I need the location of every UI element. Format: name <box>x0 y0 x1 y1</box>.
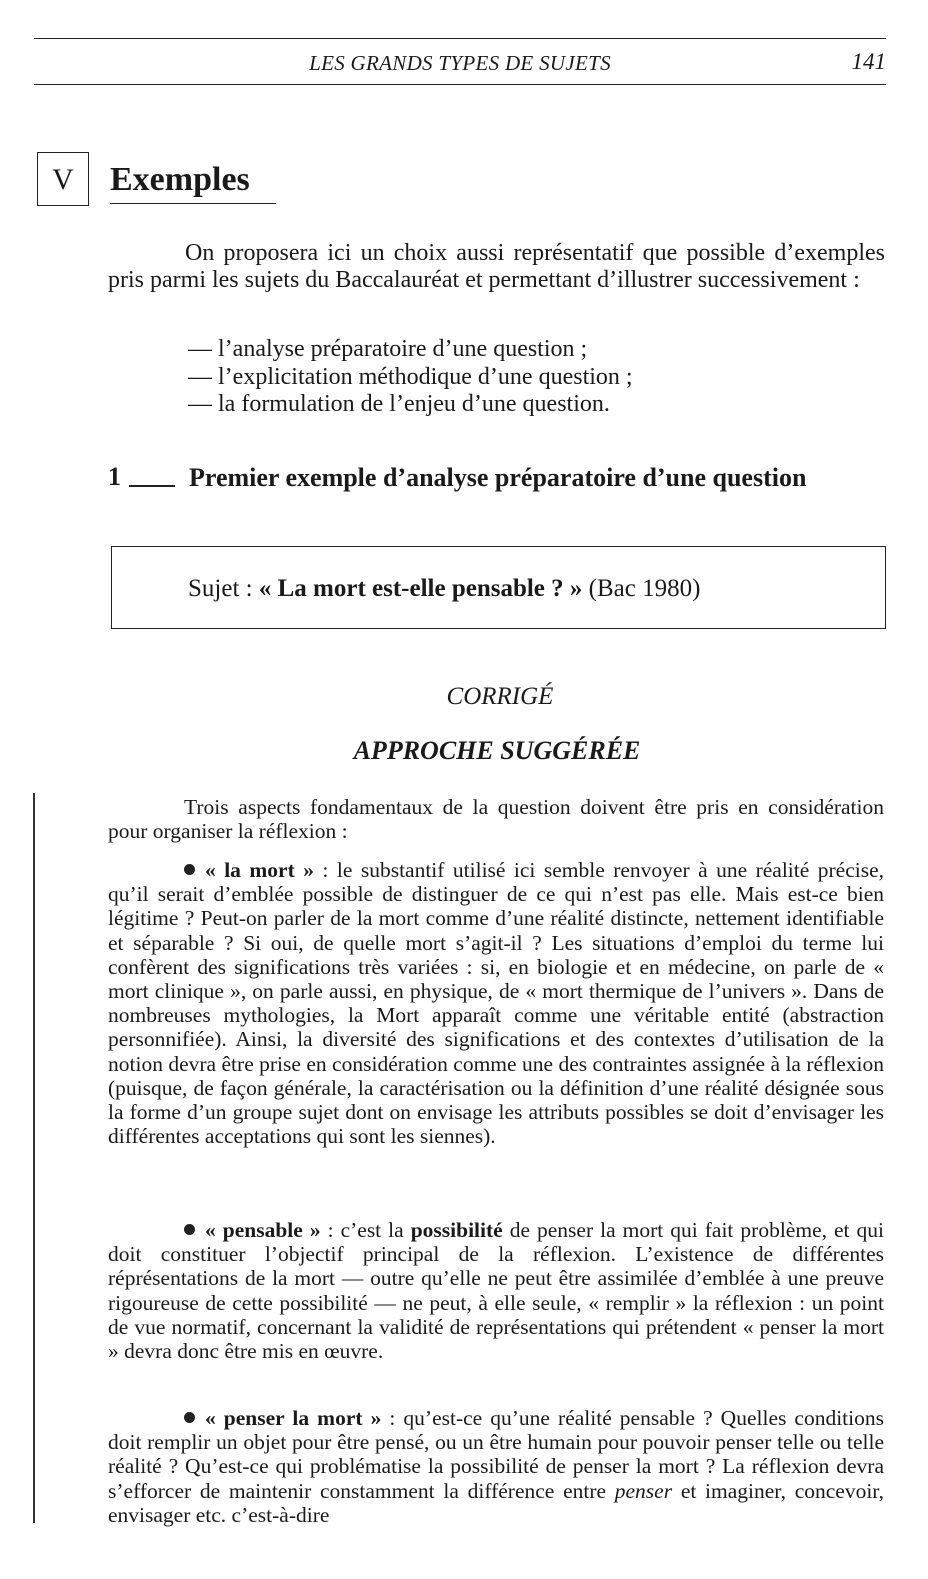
approche-heading: APPROCHE SUGGÉRÉE <box>353 736 641 765</box>
intro-text: On proposera ici un choix aussi représentatif que possible d’exemples pris parmi les sujets du Baccalauréat et permettant d’illustrer successivement : <box>108 240 885 293</box>
point-pensable-paragraph <box>108 1218 884 1363</box>
page-number: 141 <box>851 49 886 74</box>
point-penser-text-a: : qu’est-ce qu’une réalité pensable ? Quelles conditions doit remplir un objet pour être pensé, ou un être humain pour pouvoir penser telle ou telle réalité ? Qu’est-ce qui problématise la possibilité de penser la mort ? La réflexion devra s’efforcer de maintenir constamment la différence entre <box>108 1406 884 1503</box>
point-penser-text-b: et imaginer, concevoir, envisager etc. c’est-à-dire <box>108 1478 884 1527</box>
subsection-title: Premier exemple d’analyse préparatoire d’une question <box>189 463 807 492</box>
margin-bar <box>33 793 35 1523</box>
subject-text <box>188 575 700 603</box>
body-intro-paragraph <box>108 795 884 843</box>
subsection-dash <box>129 485 175 487</box>
bullet-icon <box>184 1412 195 1423</box>
point-pensable-text-a: : c’est la <box>320 1218 411 1242</box>
subject-question: « La mort est-elle pensable ? » <box>258 575 583 602</box>
point-penser-emphasis: penser <box>614 1478 673 1503</box>
point-mort-term: « la mort » <box>205 858 314 882</box>
subject-suffix: (Bac 1980) <box>582 575 701 602</box>
point-penser-term: « penser la mort » <box>205 1406 382 1430</box>
section-title-underline <box>110 203 276 204</box>
point-mort-paragraph <box>108 858 884 1148</box>
subject-box <box>111 546 886 629</box>
list-item: — l’explicitation méthodique d’une question ; <box>188 363 633 390</box>
list-item: — l’analyse préparatoire d’une question ; <box>188 336 588 362</box>
running-head-title: LES GRANDS TYPES DE SUJETS <box>309 51 611 75</box>
point-pensable-emphasis: possibilité <box>410 1218 503 1242</box>
intro-list <box>188 336 633 419</box>
corrige-heading: CORRIGÉ <box>446 683 554 710</box>
header-rule <box>34 84 886 85</box>
point-penser-paragraph <box>108 1406 884 1527</box>
bullet-icon <box>184 1224 195 1235</box>
point-mort-text: : le substantif utilisé ici semble renvoyer à une réalité précise, qu’il serait d’emblée possible de distinguer de ce qui n’est pas elle. Mais est-ce bien légitime ? Peut-on parler de la mort comme d’une réalité distincte, nettement identifiable et séparable ? Si oui, de quelle mort s’agit-il ? Les situations d’emploi du terme lui confèrent des significations très variées : si, en biologie et en médecine, on parle de « mort clinique », on parle aussi, en physique, de « mort thermique de l’univers ». Dans de nombreuses mythologies, la Mort apparaît comme une véritable entité (abstraction personnifiée). Ainsi, la diversité des significations et des contextes d’utilisation de la notion devra être prise en considération comme une des contraintes assignée à la réflexion (puisque, de façon générale, la caractérisation ou la définition d’une réalité désignée sous la forme d’un groupe sujet dont on envisage les attributs possibles se doit d’envisager les différentes acceptations qui sont les siennes). <box>108 858 884 1149</box>
subsection-number: 1 <box>108 462 121 491</box>
top-rule <box>34 38 886 39</box>
body-intro-text: Trois aspects fondamentaux de la question doivent être pris en considération pour organiser la réflexion : <box>108 795 884 844</box>
intro-paragraph <box>108 240 885 293</box>
list-item: — la formulation de l’enjeu d’une question. <box>188 391 610 417</box>
bullet-icon <box>184 864 195 875</box>
section-number-box: V <box>37 152 89 206</box>
point-pensable-term: « pensable » <box>205 1218 321 1242</box>
subject-prefix: Sujet : <box>188 575 259 602</box>
point-pensable-text-b: de penser la mort qui fait problème, et qui doit constituer l’objectif principal de la réflexion. L’existence de différentes réprésentations de la mort — outre qu’elle ne peut être assimilée d’emblée à une preuve rigoureuse de cette possibilité — ne peut, à elle seule, « remplir » la réflexion : un point de vue normatif, concernant la validité de représentations qui prétendent « penser la mort » devra donc être mis en œuvre. <box>108 1218 884 1364</box>
running-head <box>34 48 886 78</box>
section-title: Exemples <box>110 161 250 198</box>
